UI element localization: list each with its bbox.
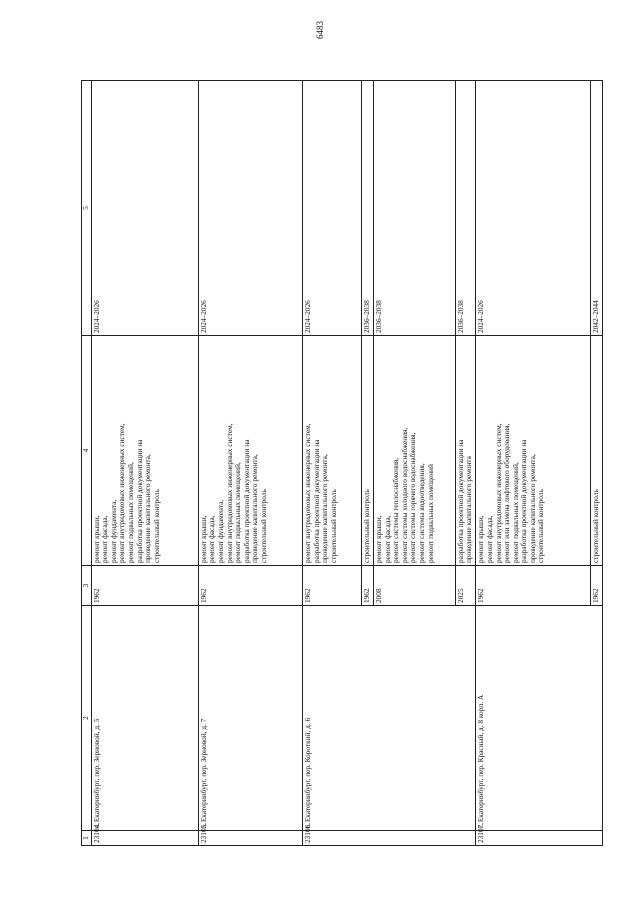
work-item: ремонт или замена лифтового оборудования, [502,423,512,563]
work-item: разработка проектной документации на [311,439,321,563]
work-item: ремонт внутридомовых инженерных систем, [493,423,503,563]
work-item: ремонт фасада, [100,515,110,563]
year-cell: 2025 [455,566,476,606]
work-item: ремонт системы водоотведения, [416,463,426,563]
period-cell: 2024–2026 [198,81,302,336]
work-item: ремонт фундамента, [216,499,225,563]
period-cell: 2024–2026 [476,81,590,336]
work-item: ремонт системы теплоснабжения, [391,457,401,563]
work-item: ремонт подвальных помещений, [510,462,520,563]
work-item: строительный контроль [328,489,338,563]
table-row [198,81,302,846]
works-cell [455,336,476,566]
page-number: 6483 [315,21,325,39]
header-col-5: 5 [82,81,92,336]
table-row [302,81,361,846]
work-item: ремонт крыши, [91,515,101,563]
work-item: строительный контроль [536,489,546,563]
row-number: 23104. [91,831,198,846]
work-item: разработка проектной документации на [519,439,529,563]
work-item: ремонт системы горячего водоснабжения, [408,432,418,563]
table-row [91,81,198,846]
year-cell: 1962 [362,566,374,606]
address-cell: г. Екатеринбург, пер. Зерновой, д. 5 [91,606,198,831]
table-row [476,81,590,846]
work-item: ремонт внутридомовых инженерных систем, [117,423,127,563]
rotated-table-wrapper [81,81,603,846]
header-row [82,81,92,846]
row-number: 23107. [476,831,603,846]
works-cell [362,336,374,566]
period-cell: 2036–2038 [374,81,456,336]
works-cell [198,336,302,566]
work-item: ремонт подвальных помещений, [233,462,243,563]
header-col-1: 1 [82,831,92,846]
work-item: строительный контроль [362,489,372,563]
work-item: ремонт крыши, [374,515,384,563]
work-item: строительный контроль [151,489,161,563]
period-cell: 2036–2038 [455,81,476,336]
work-item: ремонт крыши, [476,515,486,563]
year-cell: 1962 [476,566,590,606]
work-item: разработка проектной документации на [455,439,465,563]
row-number: 23106. [302,831,475,846]
work-item: ремонт фасада, [382,515,392,563]
work-item: проведение капитального ремонта, [143,454,153,563]
work-item: ремонт внутридомовых инженерных систем, [302,423,312,563]
repair-schedule-table [81,80,603,846]
works-cell [302,336,361,566]
year-cell: 1962 [590,566,602,606]
period-cell: 2024–2026 [302,81,361,336]
header-col-3: 3 [82,566,92,606]
address-cell: г. Екатеринбург, пер. Красный, д. 8 корп. А [476,606,603,831]
work-item: ремонт фасада, [207,515,217,563]
period-cell: 2024–2026 [91,81,198,336]
work-item: ремонт фундамента, [108,499,118,563]
year-cell: 2008 [374,566,456,606]
work-item: ремонт системы холодного водоснабжения, [399,427,409,563]
work-item: строительный контроль [258,489,268,563]
work-item: разработка проектной документации на [241,439,251,563]
year-cell: 1962 [91,566,198,606]
works-cell [91,336,198,566]
work-item: проведение капитального ремонта, [527,454,537,563]
work-item: разработка проектной документации на [134,439,144,563]
work-item: ремонт крыши, [198,515,208,563]
address-cell: г. Екатеринбург, пер. Зерновой, д. 7 [198,606,302,831]
work-item: проведение капитального ремонта, [320,454,330,563]
header-col-4: 4 [82,336,92,566]
period-cell: 2036–2038 [362,81,374,336]
row-number: 23105. [198,831,302,846]
work-item: ремонт фасада, [484,515,494,563]
works-cell [374,336,456,566]
work-item: проведение капитального ремонта [464,456,474,563]
period-cell: 2042–2044 [590,81,602,336]
work-item: ремонт подвальных помещений [425,464,435,563]
header-col-2: 2 [82,606,92,831]
year-cell: 1962 [198,566,302,606]
work-item: проведение капитального ремонта, [250,454,260,563]
work-item: строительный контроль [590,489,600,563]
year-cell: 1962 [302,566,361,606]
works-cell [476,336,590,566]
work-item: ремонт внутридомовых инженерных систем, [224,423,234,563]
address-cell: г. Екатеринбург, пер. Короткий, д. 6 [302,606,475,831]
work-item: ремонт подвальных помещений, [125,462,135,563]
works-cell [590,336,602,566]
